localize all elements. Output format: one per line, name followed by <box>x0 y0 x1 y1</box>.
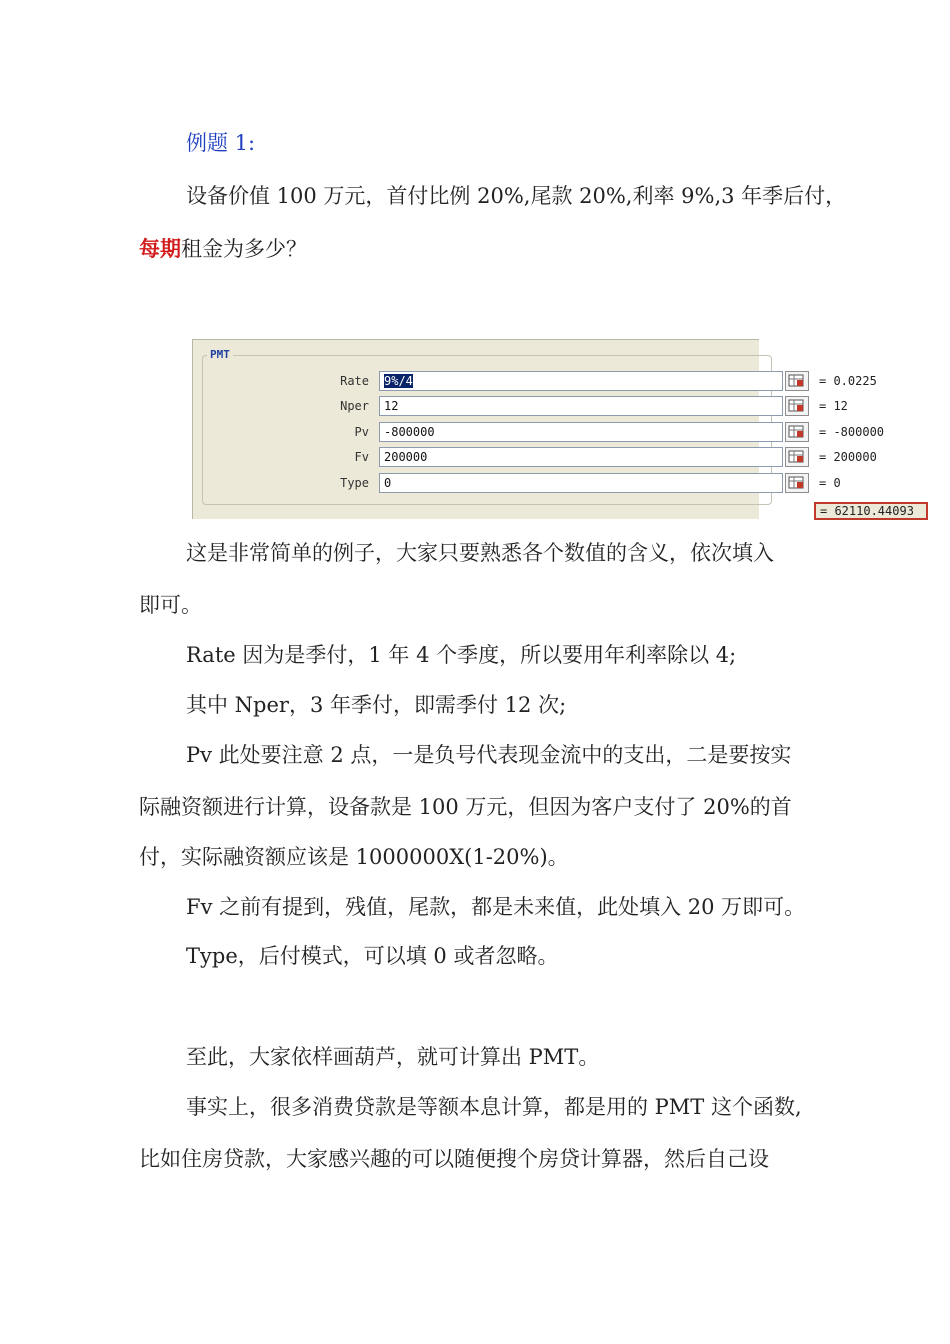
problem-line-2 <box>139 234 307 264</box>
pmt-label-nper: Nper <box>340 399 369 413</box>
paragraph-pv-line-3: 付，实际融资额应该是 1000000X(1-20%)。 <box>139 845 569 869</box>
pmt-input-type[interactable]: 0 <box>379 473 783 493</box>
pmt-input-nper[interactable]: 12 <box>379 396 783 416</box>
pmt-label-fv: Fv <box>354 450 369 464</box>
paragraph-pv-line-1: Pv 此处要注意 2 点，一是负号代表现金流中的支出，二是要按实 <box>186 743 792 767</box>
paragraph-type: Type，后付模式，可以填 0 或者忽略。 <box>186 944 559 968</box>
paragraph-nper: 其中 Nper，3 年季付，即需季付 12 次; <box>186 693 567 717</box>
range-picker-icon <box>786 474 808 492</box>
pmt-dialog-screenshot <box>192 339 914 519</box>
paragraph-pv-line-2: 际融资额进行计算，设备款是 100 万元，但因为客户支付了 20%的首 <box>139 795 792 819</box>
pmt-input-fv[interactable]: 200000 <box>379 447 783 467</box>
pmt-result-nper: = 12 <box>819 399 848 413</box>
collapse-dialog-icon[interactable] <box>785 422 809 442</box>
range-picker-icon <box>786 448 808 466</box>
pmt-label-pv: Pv <box>354 425 369 439</box>
pmt-result-type: = 0 <box>819 476 841 490</box>
example-title: 例题 1: <box>186 131 256 155</box>
pmt-label-type: Type <box>340 476 369 490</box>
range-picker-icon <box>786 397 808 415</box>
pmt-legend: PMT <box>207 348 233 361</box>
paragraph-fact-line-2: 比如住房贷款，大家感兴趣的可以随便搜个房贷计算器，然后自己设 <box>139 1147 769 1171</box>
highlight-each-period: 每期 <box>139 236 181 261</box>
collapse-dialog-icon[interactable] <box>785 396 809 416</box>
paragraph-1-line-1: 这是非常简单的例子，大家只要熟悉各个数值的含义，依次填入 <box>186 541 774 565</box>
pmt-result-rate: = 0.0225 <box>819 374 877 388</box>
paragraph-fact-line-1: 事实上，很多消费贷款是等额本息计算，都是用的 PMT 这个函数, <box>186 1095 802 1119</box>
paragraph-1-line-2: 即可。 <box>139 593 202 617</box>
pmt-result-fv: = 200000 <box>819 450 877 464</box>
pmt-label-rate: Rate <box>340 374 369 388</box>
pmt-input-pv[interactable]: -800000 <box>379 422 783 442</box>
pmt-result-pv: = -800000 <box>819 425 885 439</box>
collapse-dialog-icon[interactable] <box>785 447 809 467</box>
collapse-dialog-icon[interactable] <box>785 371 809 391</box>
paragraph-summary: 至此，大家依样画葫芦，就可计算出 PMT。 <box>186 1045 600 1069</box>
problem-line-1: 设备价值 100 万元，首付比例 20%,尾款 20%,利率 9%,3 年季后付， <box>186 184 847 208</box>
range-picker-icon <box>786 372 808 390</box>
collapse-dialog-icon[interactable] <box>785 473 809 493</box>
paragraph-rate: Rate 因为是季付，1 年 4 个季度，所以要用年利率除以 4; <box>186 643 737 667</box>
range-picker-icon <box>786 423 808 441</box>
pmt-final-result: = 62110.44093 <box>814 502 928 520</box>
pmt-input-rate-selected: 9%/4 <box>384 374 413 388</box>
paragraph-fv: Fv 之前有提到，残值，尾款，都是未来值，此处填入 20 万即可。 <box>186 895 806 919</box>
problem-line-2-rest: 租金为多少？ <box>181 237 307 261</box>
pmt-input-rate[interactable] <box>379 371 783 391</box>
